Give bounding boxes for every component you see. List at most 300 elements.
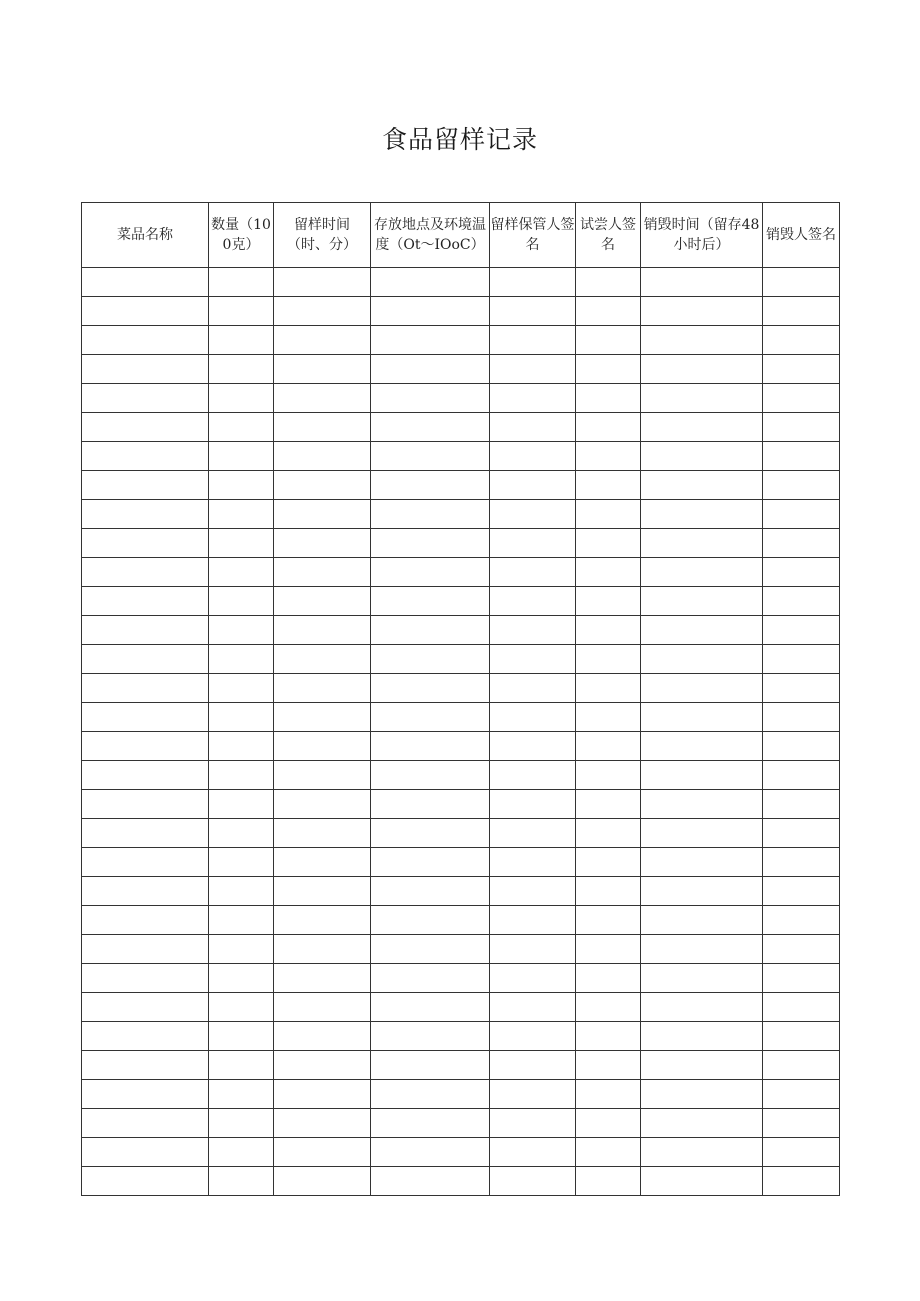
table-row [82,732,840,761]
table-cell [763,268,840,297]
table-cell [371,1109,490,1138]
table-cell [641,500,763,529]
table-cell [490,529,576,558]
page-title: 食品留样记录 [381,125,538,154]
table-cell [490,442,576,471]
table-cell [209,993,274,1022]
table-cell [490,471,576,500]
table-cell [641,326,763,355]
table-cell [490,413,576,442]
table-cell [274,1138,371,1167]
table-cell [641,297,763,326]
table-body [82,268,840,1196]
table-cell [82,819,209,848]
table-row [82,1138,840,1167]
table-row [82,935,840,964]
header-destruction-time: 销毁时间（留存48小时后） [641,203,763,268]
table-cell [641,732,763,761]
table-cell [763,790,840,819]
table-cell [576,1051,641,1080]
table-cell [82,1109,209,1138]
table-cell [490,587,576,616]
table-cell [763,558,840,587]
table-cell [82,964,209,993]
table-cell [763,413,840,442]
table-cell [371,355,490,384]
table-row [82,500,840,529]
table-cell [274,761,371,790]
table-cell [576,761,641,790]
table-cell [763,848,840,877]
table-cell [371,616,490,645]
table-cell [209,1167,274,1196]
table-cell [641,761,763,790]
table-cell [274,732,371,761]
table-cell [763,1109,840,1138]
table-cell [490,1167,576,1196]
table-cell [576,297,641,326]
table-cell [763,297,840,326]
table-cell [576,993,641,1022]
table-row [82,384,840,413]
table-cell [209,819,274,848]
table-cell [209,1109,274,1138]
table-cell [641,703,763,732]
table-cell [209,1138,274,1167]
table-cell [641,645,763,674]
table-cell [209,558,274,587]
table-cell [763,616,840,645]
table-cell [371,819,490,848]
table-cell [371,297,490,326]
table-cell [576,1167,641,1196]
header-sample-time: 留样时间（时、分） [274,203,371,268]
table-cell [209,645,274,674]
table-cell [371,935,490,964]
table-cell [82,616,209,645]
table-cell [209,674,274,703]
table-row [82,645,840,674]
table-cell [641,1022,763,1051]
table-cell [576,471,641,500]
table-cell [490,790,576,819]
table-cell [763,993,840,1022]
table-cell [641,935,763,964]
table-row [82,1022,840,1051]
table-cell [82,906,209,935]
table-cell [82,558,209,587]
table-cell [763,645,840,674]
table-cell [371,442,490,471]
table-cell [576,587,641,616]
table-cell [641,964,763,993]
table-cell [641,1109,763,1138]
table-cell [82,993,209,1022]
table-cell [371,732,490,761]
table-cell [490,645,576,674]
table-cell [371,761,490,790]
table-cell [209,413,274,442]
table-cell [641,877,763,906]
table-cell [371,587,490,616]
table-cell [209,935,274,964]
table-cell [209,297,274,326]
table-cell [490,819,576,848]
table-row [82,703,840,732]
table-cell [209,790,274,819]
table-cell [576,558,641,587]
table-cell [274,1080,371,1109]
table-cell [490,877,576,906]
table-cell [763,819,840,848]
table-cell [490,558,576,587]
table-row [82,877,840,906]
table-cell [82,355,209,384]
table-cell [82,790,209,819]
table-row [82,413,840,442]
table-cell [576,529,641,558]
table-cell [576,703,641,732]
table-cell [576,384,641,413]
table-cell [82,1138,209,1167]
table-cell [209,442,274,471]
table-cell [490,1022,576,1051]
table-cell [274,268,371,297]
table-cell [82,268,209,297]
table-cell [371,674,490,703]
table-cell [274,1051,371,1080]
table-cell [641,268,763,297]
table-cell [209,616,274,645]
table-header-row [82,203,840,268]
table-cell [763,1022,840,1051]
table-cell [274,529,371,558]
table-cell [576,848,641,877]
table-cell [274,558,371,587]
table-cell [641,413,763,442]
table-cell [641,1138,763,1167]
table-cell [490,906,576,935]
table-cell [209,1022,274,1051]
table-cell [274,1109,371,1138]
header-custodian-signature: 留样保管人签名 [490,203,576,268]
table-cell [490,1109,576,1138]
table-cell [641,674,763,703]
table-row [82,790,840,819]
table-cell [763,442,840,471]
table-cell [576,790,641,819]
table-cell [82,587,209,616]
table-cell [641,790,763,819]
table-cell [209,355,274,384]
table-cell [576,268,641,297]
table-cell [576,877,641,906]
table-row [82,355,840,384]
table-cell [576,442,641,471]
table-cell [371,326,490,355]
table-cell [490,268,576,297]
table-cell [576,413,641,442]
table-cell [82,500,209,529]
table-cell [490,761,576,790]
table-cell [576,500,641,529]
table-row [82,558,840,587]
table-row [82,993,840,1022]
table-cell [641,471,763,500]
table-cell [490,326,576,355]
table-cell [763,674,840,703]
table-cell [490,1138,576,1167]
table-cell [371,1167,490,1196]
table-cell [576,1109,641,1138]
table-cell [641,587,763,616]
table-cell [209,384,274,413]
table-cell [641,1080,763,1109]
table-cell [209,906,274,935]
table-row [82,326,840,355]
table-cell [763,703,840,732]
table-row [82,268,840,297]
table-cell [371,906,490,935]
table-cell [576,1022,641,1051]
table-cell [82,1022,209,1051]
table-cell [274,703,371,732]
header-taster-signature: 试尝人签名 [576,203,641,268]
table-cell [490,616,576,645]
table-cell [763,732,840,761]
table-row [82,587,840,616]
table-cell [371,1051,490,1080]
table-cell [763,1167,840,1196]
table-cell [274,384,371,413]
table-cell [763,587,840,616]
table-cell [371,471,490,500]
table-row [82,442,840,471]
table-cell [763,964,840,993]
header-storage-location-temperature: 存放地点及环境温度（Ot～IOoC） [371,203,490,268]
table-cell [763,529,840,558]
table-cell [576,616,641,645]
table-cell [209,471,274,500]
table-cell [209,877,274,906]
table-cell [641,848,763,877]
table-cell [763,500,840,529]
table-cell [371,848,490,877]
table-cell [641,558,763,587]
table-cell [763,1080,840,1109]
table-cell [371,1022,490,1051]
table-cell [641,616,763,645]
table-cell [274,1167,371,1196]
table-cell [274,935,371,964]
table-cell [274,297,371,326]
header-quantity: 数量（100克） [209,203,274,268]
table-cell [274,964,371,993]
table-cell [490,674,576,703]
table-cell [82,645,209,674]
table-cell [641,442,763,471]
table-cell [82,442,209,471]
table-cell [82,413,209,442]
table-row [82,1167,840,1196]
table-cell [209,587,274,616]
table-row [82,848,840,877]
table-cell [82,732,209,761]
table-cell [82,1051,209,1080]
table-cell [209,326,274,355]
table-cell [490,703,576,732]
table-cell [82,703,209,732]
table-cell [274,326,371,355]
table-row [82,761,840,790]
table-cell [490,848,576,877]
table-cell [763,906,840,935]
table-row [82,471,840,500]
table-cell [82,935,209,964]
table-cell [490,935,576,964]
table-cell [209,1051,274,1080]
table-cell [371,645,490,674]
table-cell [274,413,371,442]
table-row [82,529,840,558]
table-row [82,906,840,935]
table-cell [371,500,490,529]
table-cell [371,703,490,732]
table-cell [641,529,763,558]
table-cell [763,1138,840,1167]
table-cell [576,355,641,384]
table-cell [641,819,763,848]
table-cell [490,500,576,529]
table-row [82,674,840,703]
table-cell [82,1167,209,1196]
table-cell [490,1080,576,1109]
table-cell [763,1051,840,1080]
table-cell [576,964,641,993]
table-cell [490,355,576,384]
table-cell [371,877,490,906]
table-cell [82,761,209,790]
table-cell [274,906,371,935]
table-cell [274,848,371,877]
table-cell [274,790,371,819]
table-cell [576,326,641,355]
header-destroyer-signature: 销毁人签名 [763,203,840,268]
table-cell [209,703,274,732]
table-cell [371,790,490,819]
table-cell [209,848,274,877]
table-cell [274,355,371,384]
table-cell [209,500,274,529]
table-cell [371,1138,490,1167]
table-cell [641,1167,763,1196]
table-cell [82,471,209,500]
table-cell [490,297,576,326]
table-cell [641,355,763,384]
table-cell [82,297,209,326]
table-cell [274,993,371,1022]
table-cell [209,268,274,297]
table-cell [82,326,209,355]
table-cell [371,529,490,558]
table-cell [641,384,763,413]
table-row [82,616,840,645]
table-cell [371,1080,490,1109]
table-cell [490,384,576,413]
table-cell [274,674,371,703]
table-cell [371,413,490,442]
table-cell [274,877,371,906]
table-cell [763,471,840,500]
table-cell [82,848,209,877]
table-cell [576,819,641,848]
header-dish-name: 菜品名称 [82,203,209,268]
table-cell [576,674,641,703]
table-cell [371,558,490,587]
table-cell [82,674,209,703]
table-cell [209,529,274,558]
table-cell [82,877,209,906]
table-cell [209,964,274,993]
table-cell [371,384,490,413]
table-cell [209,761,274,790]
table-cell [763,877,840,906]
table-cell [274,500,371,529]
table-cell [371,268,490,297]
table-cell [82,384,209,413]
table-cell [209,1080,274,1109]
table-cell [274,819,371,848]
table-cell [641,993,763,1022]
table-cell [209,732,274,761]
table-cell [274,587,371,616]
table-cell [274,645,371,674]
table-cell [274,442,371,471]
table-row [82,1080,840,1109]
table-cell [274,616,371,645]
table-cell [490,732,576,761]
table-cell [763,326,840,355]
table-row [82,1109,840,1138]
table-cell [274,471,371,500]
table-cell [371,993,490,1022]
table-cell [490,1051,576,1080]
table-row [82,1051,840,1080]
table-cell [274,1022,371,1051]
table-cell [576,935,641,964]
table-cell [576,645,641,674]
table-cell [82,1080,209,1109]
table-cell [641,906,763,935]
table-cell [763,761,840,790]
table-cell [576,1080,641,1109]
table-row [82,964,840,993]
table-cell [490,993,576,1022]
food-sample-record-table [81,202,840,1196]
table-row [82,819,840,848]
table-cell [641,1051,763,1080]
table-cell [576,1138,641,1167]
table-cell [490,964,576,993]
table-row [82,297,840,326]
table-cell [371,964,490,993]
table-cell [576,732,641,761]
table-cell [763,935,840,964]
table-cell [82,529,209,558]
table-cell [576,906,641,935]
table-cell [763,355,840,384]
table-cell [763,384,840,413]
